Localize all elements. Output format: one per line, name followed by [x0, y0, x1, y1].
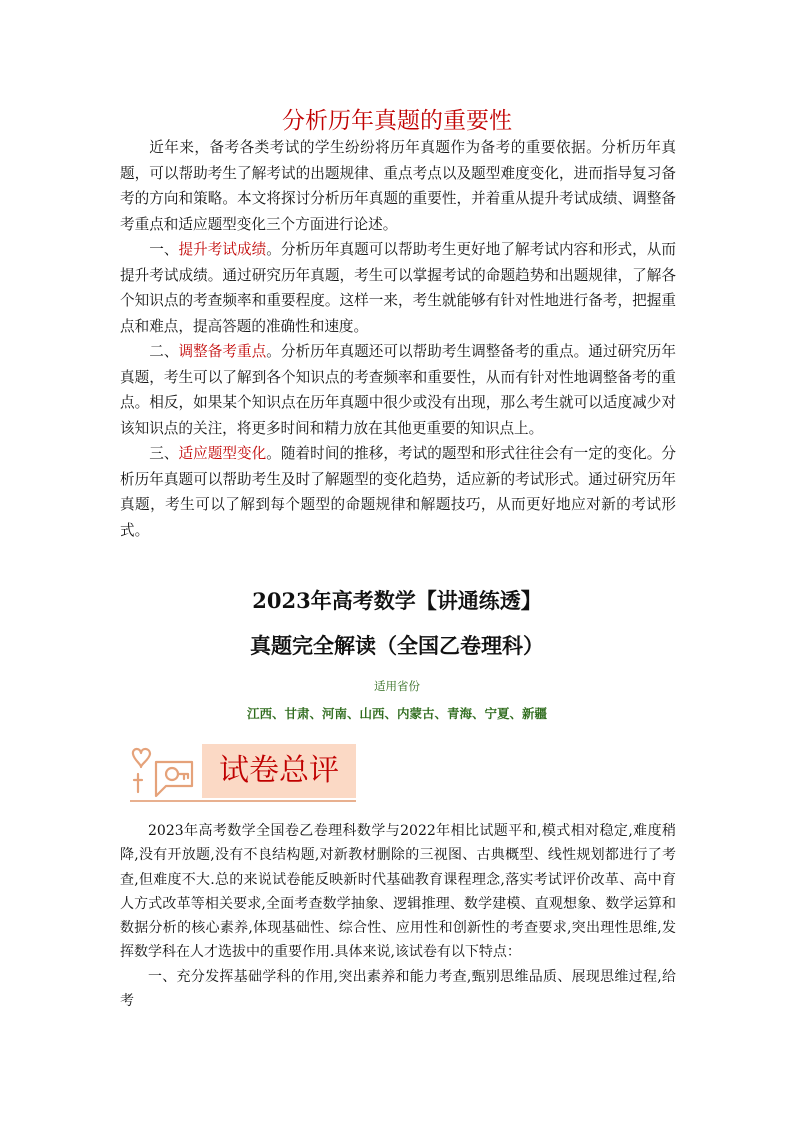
banner-underline [130, 800, 356, 802]
point-2-title: 调整备考重点 [178, 343, 267, 360]
banner-title: 试卷总评 [219, 753, 339, 788]
provinces-label: 适用省份 [374, 679, 420, 693]
point-3-paragraph [120, 441, 676, 543]
main-title-line-2: 真题完全解读（全国乙卷理科） [250, 633, 544, 658]
intro-paragraph: 近年来，备考各类考试的学生纷纷将历年真题作为备考的重要依据。分析历年真题，可以帮助考生了解考试的出题规律、重点考点以及题型难度变化，进而指导复习备考的方向和策略。本文将探讨分析历年真题的重要性，并着重从提升考试成绩、调整备考重点和适应题型变化三个方面进行论述。 [120, 139, 676, 233]
point-1-prefix: 一、 [149, 241, 179, 258]
point-3-body: 。随着时间的推移，考试的题型和形式往往会有一定的变化。分析历年真题可以帮助考生及时了解题型的变化趋势，适应新的考试形式。通过研究历年真题，考生可以了解到每个题型的命题规律和解题技巧，从而更好地应对新的考试形式。 [120, 445, 676, 539]
point-1-title: 提升考试成绩 [178, 241, 267, 258]
point-3-title: 适应题型变化 [178, 445, 267, 462]
intro-title: 分析历年真题的重要性 [282, 108, 512, 134]
point-3-prefix: 三、 [149, 445, 179, 462]
review-paragraph-1: 2023年高考数学全国卷乙卷理科数学与2022年相比试题平和,模式相对稳定,难度稍降,没有开放题,没有不良结构题,对新教材删除的三视图、古典概型、线性规划都进行了考查,但难度不大.总的来说试卷能反映新时代基础教育课程理念,落实考试评价改革、高中育人方式改革等相关要求,全面考查数学抽象、逻辑推理、数学建模、直观想象、数学运算和数据分析的核心素养,体现基础性、综合性、应用性和创新性的考查要求,突出理性思维,发挥数学科在人才选拔中的重要作用.具体来说,该试卷有以下特点： [120, 823, 676, 961]
banner-label-box [202, 744, 356, 798]
review-section [120, 819, 676, 1013]
point-2-body: 。分析历年真题还可以帮助考生调整备考的重点。通过研究历年真题，考生可以了解到各个知识点的考查频率和重要性，从而有针对性地调整备考的重点。相反，如果某个知识点在历年真题中很少或没有出现，那么考生就可以适度减少对该知识点的关注，将更多时间和精力放在其他更重要的知识点上。 [120, 343, 676, 437]
point-1-paragraph [120, 237, 676, 339]
heart-key-icon [130, 740, 200, 802]
point-2-prefix: 二、 [149, 343, 179, 360]
point-1-body: 。分析历年真题可以帮助考生更好地了解考试内容和形式，从而提升考试成绩。通过研究历年真题，考生可以掌握考试的命题趋势和出题规律，了解各个知识点的考查频率和重要程度。这样一来，考生就能够有针对性地进行备考，把握重点和难点，提高答题的准确性和速度。 [120, 241, 676, 335]
review-paragraph-2: 一、充分发挥基础学科的作用,突出素养和能力考查,甄别思维品质、展现思维过程,给考 [120, 968, 676, 1010]
point-2-paragraph [120, 339, 676, 441]
section-banner [130, 740, 356, 802]
provinces-list: 江西、甘肃、河南、山西、内蒙古、青海、宁夏、新疆 [246, 706, 547, 721]
main-title-line-1: 2023年高考数学【讲通练透】 [252, 588, 542, 613]
intro-section [120, 135, 676, 543]
